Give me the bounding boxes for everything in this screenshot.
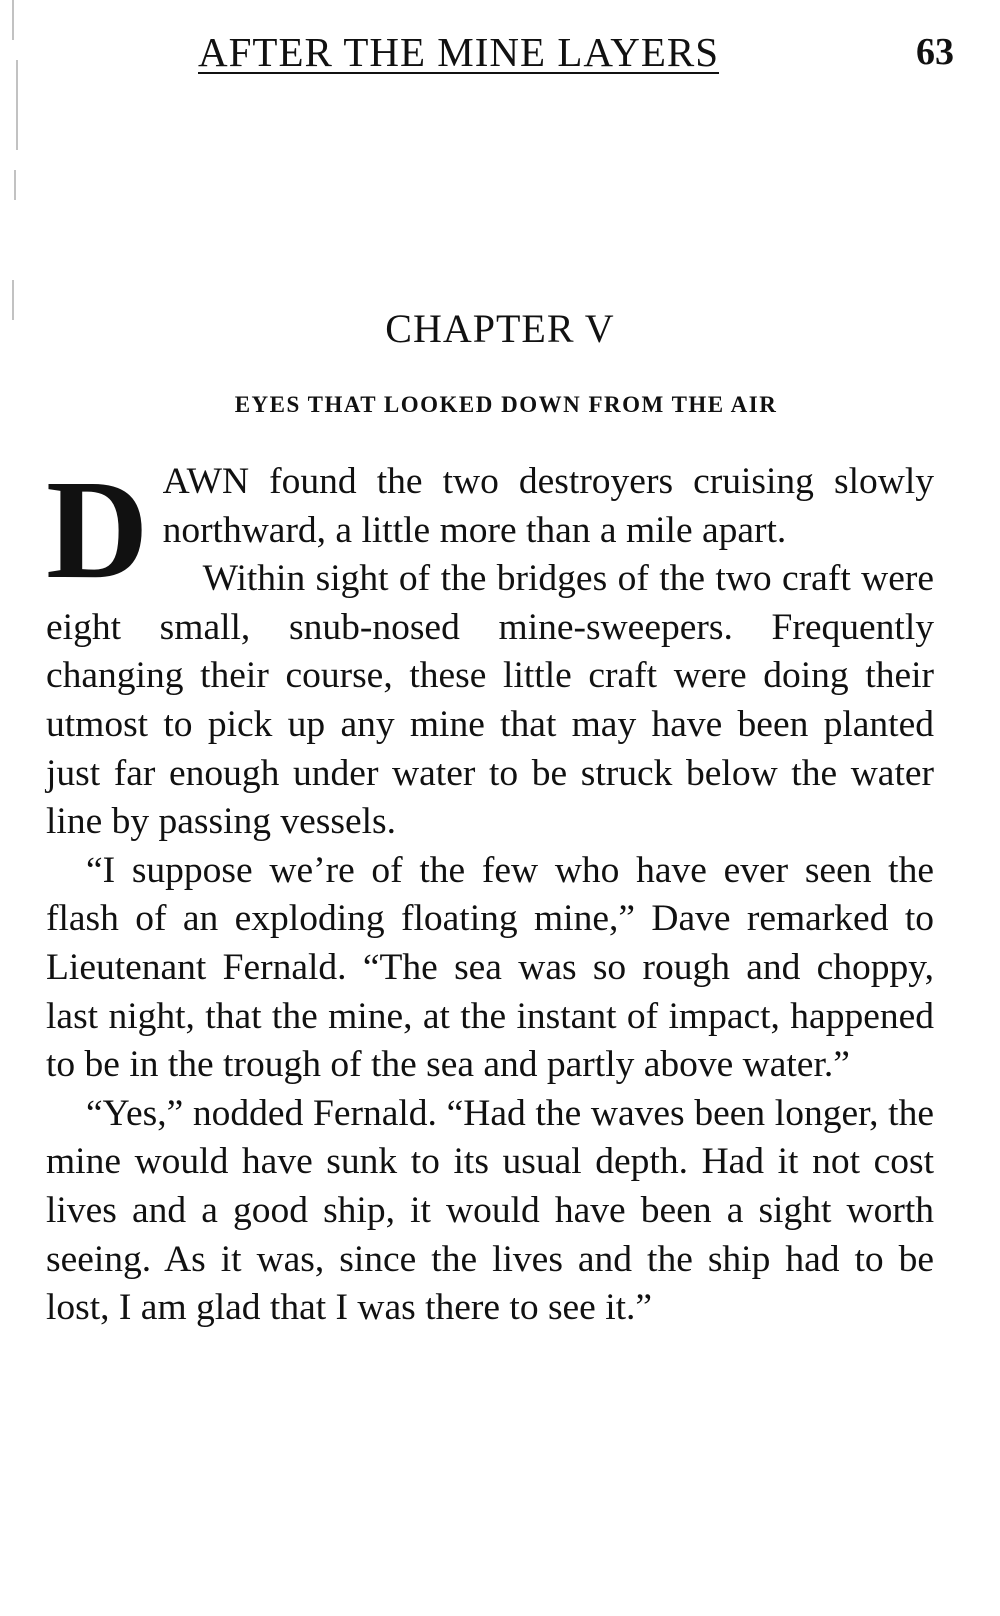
paragraph: “Yes,” nodded Fernald. “Had the waves been longer, the mine would have sunk to its usual depth. Had it not cost lives and a good ship, it would have been a sight worth seeing. As it was, since the lives and the ship had to be lost, I am glad that I was there to see it.” — [46, 1092, 934, 1329]
chapter-subtitle: EYES THAT LOOKED DOWN FROM THE AIR — [234, 392, 778, 417]
scan-speck — [14, 170, 16, 200]
chapter-heading: CHAPTER V — [385, 306, 615, 351]
running-title: AFTER THE MINE LAYERS — [198, 29, 720, 75]
opening-paragraph-text: AWN found the two destroyers cruising slowly northward, a little more than a mile apart. — [162, 461, 934, 551]
paragraph: Within sight of the bridges of the two craft were eight small, snub-nosed mine-sweepers. Frequently changing their course, these little craft were doing their utmost to pick up any mine that may have been planted just far enough under water to be struck below the water line by passing vessels. — [46, 558, 934, 843]
opening-paragraph — [46, 450, 934, 608]
running-head — [0, 28, 1000, 88]
page-number: 63 — [916, 31, 954, 73]
drop-cap: D — [46, 450, 149, 608]
chapter-body — [46, 450, 934, 1333]
paragraph: “I suppose we’re of the few who have ever seen the flash of an exploding floating mine,” Dave remarked to Lieutenant Fernald. “The sea was so rough and choppy, last night, that the mine, at the instant of impact, happened to be in the trough of the sea and partly above water.” — [46, 849, 934, 1086]
